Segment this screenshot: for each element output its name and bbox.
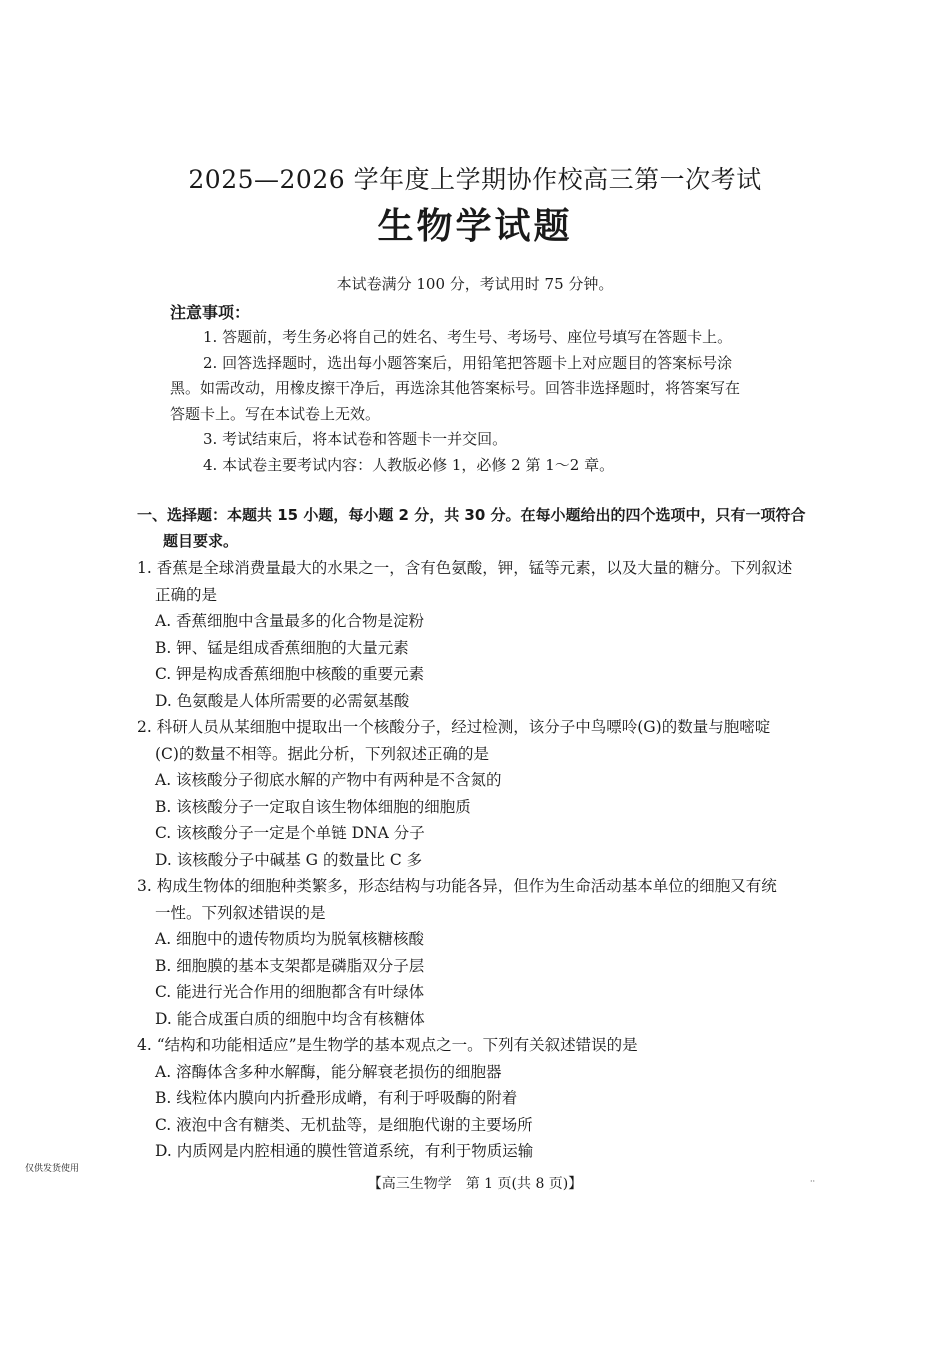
- section-heading-line2: 题目要求。: [163, 532, 239, 550]
- option-a: A. 该核酸分子彻底水解的产物中有两种是不含氮的: [155, 771, 502, 789]
- option-c: C. 能进行光合作用的细胞都含有叶绿体: [155, 983, 425, 1001]
- section-heading-line1: 一、选择题：本题共 15 小题，每小题 2 分，共 30 分。在每小题给出的四个选项中，只有一项符合: [137, 506, 806, 524]
- notice-list: [170, 325, 800, 478]
- side-note: 仅供发货使用: [25, 1164, 80, 1174]
- question-stem: 3. 构成生物体的细胞种类繁多，形态结构与功能各异，但作为生命活动基本单位的细胞又有统: [137, 877, 777, 895]
- question-2: [137, 714, 837, 873]
- notice-line: 1. 答题前，考生务必将自己的姓名、考生号、考场号、座位号填写在答题卡上。: [203, 328, 733, 346]
- option-c: C. 液泡中含有糖类、无机盐等，是细胞代谢的主要场所: [155, 1115, 533, 1134]
- option-b: B. 线粒体内膜向内折叠形成嵴，有利于呼吸酶的附着: [155, 1089, 518, 1107]
- corner-mark: ··: [810, 1177, 816, 1186]
- question-stem: 1. 香蕉是全球消费量最大的水果之一，含有色氨酸，钾，锰等元素，以及大量的糖分。下列叙述: [137, 559, 793, 577]
- option-d: D. 内质网是内腔相通的膜性管道系统，有利于物质运输: [155, 1142, 534, 1160]
- question-stem-cont: 正确的是: [155, 585, 218, 604]
- option-a: A. 溶酶体含多种水解酶，能分解衰老损伤的细胞器: [155, 1062, 502, 1081]
- notice-line: 黑。如需改动，用橡皮擦干净后，再选涂其他答案标号。回答非选择题时，将答案写在: [170, 379, 741, 397]
- question-4: [137, 1032, 837, 1165]
- option-c: C. 钾是构成香蕉细胞中核酸的重要元素: [155, 665, 425, 683]
- question-list: [137, 555, 837, 1165]
- question-stem-cont: (C)的数量不相等。据此分析，下列叙述正确的是: [155, 744, 489, 763]
- option-c: C. 该核酸分子一定是个单链 DNA 分子: [155, 824, 425, 842]
- option-d: D. 能合成蛋白质的细胞中均含有核糖体: [155, 1009, 425, 1028]
- option-b: B. 细胞膜的基本支架都是磷脂双分子层: [155, 956, 425, 975]
- page-footer: 【高三生物学 第 1 页(共 8 页)】: [367, 1176, 583, 1192]
- option-a: A. 香蕉细胞中含量最多的化合物是淀粉: [155, 612, 425, 630]
- option-b: B. 钾、锰是组成香蕉细胞的大量元素: [155, 638, 409, 657]
- notice-line: 4. 本试卷主要考试内容：人教版必修 1，必修 2 第 1～2 章。: [203, 455, 615, 474]
- notice-line: 2. 回答选择题时，选出每小题答案后，用铅笔把答题卡上对应题目的答案标号涂: [203, 353, 733, 372]
- notice-line: 3. 考试结束后，将本试卷和答题卡一并交回。: [203, 430, 508, 448]
- question-1: [137, 555, 837, 714]
- question-3: [137, 873, 837, 1032]
- section-heading: [137, 502, 827, 554]
- question-stem: 4. “结构和功能相适应”是生物学的基本观点之一。下列有关叙述错误的是: [137, 1036, 638, 1054]
- question-stem: 2. 科研人员从某细胞中提取出一个核酸分子，经过检测，该分子中鸟嘌呤(G)的数量与胞嘧啶: [137, 718, 771, 736]
- option-a: A. 细胞中的遗传物质均为脱氧核糖核酸: [155, 930, 425, 948]
- option-d: D. 色氨酸是人体所需要的必需氨基酸: [155, 691, 410, 710]
- subject-title: 生物学试题: [377, 205, 573, 247]
- notice-heading: 注意事项：: [170, 303, 251, 322]
- exam-title: 2025—2026 学年度上学期协作校高三第一次考试: [188, 165, 762, 194]
- notice-line: 答题卡上。写在本试卷上无效。: [170, 404, 381, 423]
- option-d: D. 该核酸分子中碱基 G 的数量比 C 多: [155, 850, 423, 869]
- question-stem-cont: 一性。下列叙述错误的是: [155, 903, 326, 922]
- score-info: 本试卷满分 100 分，考试用时 75 分钟。: [336, 275, 614, 293]
- option-b: B. 该核酸分子一定取自该生物体细胞的细胞质: [155, 797, 471, 816]
